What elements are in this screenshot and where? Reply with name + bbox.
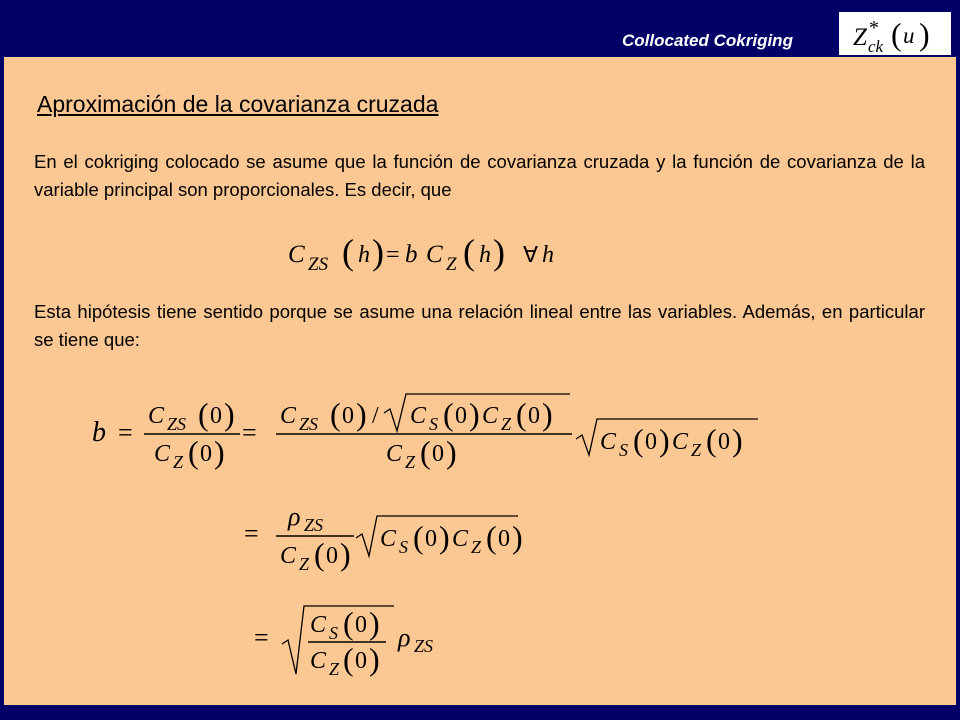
symbol-sup: * bbox=[869, 17, 879, 39]
svg-text:0: 0 bbox=[210, 403, 222, 429]
svg-text:ZS: ZS bbox=[299, 414, 319, 434]
svg-text:(: ( bbox=[463, 232, 475, 272]
svg-text:=: = bbox=[244, 519, 259, 548]
svg-text:(: ( bbox=[198, 396, 209, 432]
svg-text:ZS: ZS bbox=[167, 414, 187, 434]
symbol-base: Z bbox=[853, 24, 867, 51]
svg-text:C: C bbox=[482, 403, 499, 429]
svg-text:C: C bbox=[410, 403, 427, 429]
svg-text:h: h bbox=[479, 242, 491, 268]
svg-text:Z: Z bbox=[446, 254, 457, 275]
symbol-lparen: ( bbox=[891, 16, 902, 52]
svg-text:0: 0 bbox=[528, 403, 540, 429]
svg-text:C: C bbox=[310, 648, 327, 674]
svg-text:): ) bbox=[542, 396, 553, 432]
header-title: Collocated Cokriging bbox=[622, 31, 793, 50]
svg-text:ZS: ZS bbox=[414, 636, 434, 656]
svg-text:ρ: ρ bbox=[288, 502, 301, 531]
svg-text:C: C bbox=[154, 441, 171, 467]
svg-text:(: ( bbox=[343, 605, 354, 641]
svg-text:0: 0 bbox=[455, 403, 467, 429]
svg-text:): ) bbox=[369, 641, 380, 677]
svg-text:C: C bbox=[288, 241, 305, 268]
svg-text:0: 0 bbox=[326, 543, 338, 569]
top-bar bbox=[0, 0, 960, 57]
svg-text:C: C bbox=[280, 403, 297, 429]
svg-text:(: ( bbox=[516, 396, 527, 432]
svg-text:Z: Z bbox=[471, 537, 482, 557]
equation-sqrt-ratio-form bbox=[246, 600, 456, 680]
svg-text:S: S bbox=[399, 537, 408, 557]
svg-text:b: b bbox=[92, 417, 106, 448]
svg-text:0: 0 bbox=[355, 612, 367, 638]
svg-text:Z: Z bbox=[691, 440, 702, 460]
svg-text:): ) bbox=[340, 536, 351, 572]
svg-text:0: 0 bbox=[425, 526, 437, 552]
svg-text:(: ( bbox=[413, 519, 424, 555]
svg-text:S: S bbox=[619, 440, 628, 460]
svg-text:C: C bbox=[452, 526, 469, 552]
svg-text:Z: Z bbox=[405, 452, 416, 471]
svg-text:): ) bbox=[439, 519, 450, 555]
svg-text:C: C bbox=[672, 429, 689, 455]
svg-text:h: h bbox=[542, 242, 554, 268]
svg-text:C: C bbox=[426, 241, 443, 268]
svg-text:Z: Z bbox=[173, 452, 184, 471]
svg-text:): ) bbox=[469, 396, 480, 432]
svg-text:): ) bbox=[214, 434, 225, 470]
svg-text:(: ( bbox=[343, 641, 354, 677]
svg-text:C: C bbox=[600, 429, 617, 455]
svg-text:0: 0 bbox=[200, 441, 212, 467]
svg-text:): ) bbox=[372, 232, 384, 272]
svg-text:(: ( bbox=[188, 434, 199, 470]
svg-text:=: = bbox=[254, 623, 269, 652]
paragraph-1: En el cokriging colocado se asume que la función de covarianza cruzada y la función de covarianza de la variable principal son proporcionales. Es decir, que bbox=[34, 151, 925, 200]
svg-text:0: 0 bbox=[355, 648, 367, 674]
svg-text:): ) bbox=[446, 434, 457, 470]
svg-text:(: ( bbox=[633, 422, 644, 458]
svg-text:(: ( bbox=[486, 519, 497, 555]
svg-text:Z: Z bbox=[299, 554, 310, 573]
svg-text:(: ( bbox=[420, 434, 431, 470]
svg-text:(: ( bbox=[330, 396, 341, 432]
svg-text:b: b bbox=[405, 241, 418, 268]
svg-text:h: h bbox=[358, 242, 370, 268]
svg-text:): ) bbox=[493, 232, 505, 272]
svg-text:C: C bbox=[148, 403, 165, 429]
svg-text:): ) bbox=[369, 605, 380, 641]
equation-rho-form bbox=[236, 498, 536, 573]
bottom-bar bbox=[0, 705, 960, 720]
svg-text:(: ( bbox=[706, 422, 717, 458]
svg-text:): ) bbox=[659, 422, 670, 458]
svg-text:0: 0 bbox=[432, 441, 444, 467]
symbol-rparen: ) bbox=[919, 16, 930, 52]
svg-text:S: S bbox=[329, 623, 338, 643]
equation-b-definition bbox=[84, 391, 774, 471]
svg-text:0: 0 bbox=[498, 526, 510, 552]
paragraph-2: Esta hipótesis tiene sentido porque se asume una relación lineal entre las variables. Además, en particular se tiene que: bbox=[34, 301, 925, 350]
svg-text:0: 0 bbox=[718, 429, 730, 455]
svg-text:/: / bbox=[372, 403, 379, 429]
svg-text:=: = bbox=[386, 242, 400, 268]
svg-text:ρ: ρ bbox=[398, 623, 411, 652]
svg-text:0: 0 bbox=[342, 403, 354, 429]
svg-text:=: = bbox=[242, 418, 257, 447]
svg-text:C: C bbox=[310, 612, 327, 638]
svg-text:C: C bbox=[380, 526, 397, 552]
estimator-symbol bbox=[839, 12, 951, 55]
symbol-arg: u bbox=[903, 23, 915, 48]
svg-text:(: ( bbox=[314, 536, 325, 572]
svg-text:Z: Z bbox=[501, 414, 512, 434]
svg-text:(: ( bbox=[443, 396, 454, 432]
svg-text:): ) bbox=[224, 396, 235, 432]
svg-text:): ) bbox=[356, 396, 367, 432]
svg-text:=: = bbox=[118, 418, 133, 447]
svg-text:∀: ∀ bbox=[523, 242, 539, 267]
slide-content bbox=[4, 57, 956, 705]
svg-text:C: C bbox=[280, 543, 297, 569]
svg-text:0: 0 bbox=[645, 429, 657, 455]
svg-text:Z: Z bbox=[329, 659, 340, 679]
svg-text:C: C bbox=[386, 441, 403, 467]
svg-text:ZS: ZS bbox=[304, 515, 324, 535]
svg-text:): ) bbox=[512, 519, 523, 555]
svg-text:(: ( bbox=[342, 232, 354, 272]
svg-text:S: S bbox=[429, 414, 438, 434]
svg-text:): ) bbox=[732, 422, 743, 458]
svg-text:ZS: ZS bbox=[308, 254, 329, 275]
equation-proportional-covariance bbox=[280, 228, 580, 280]
section-heading: Aproximación de la covarianza cruzada bbox=[37, 91, 439, 117]
symbol-sub: ck bbox=[868, 37, 884, 55]
